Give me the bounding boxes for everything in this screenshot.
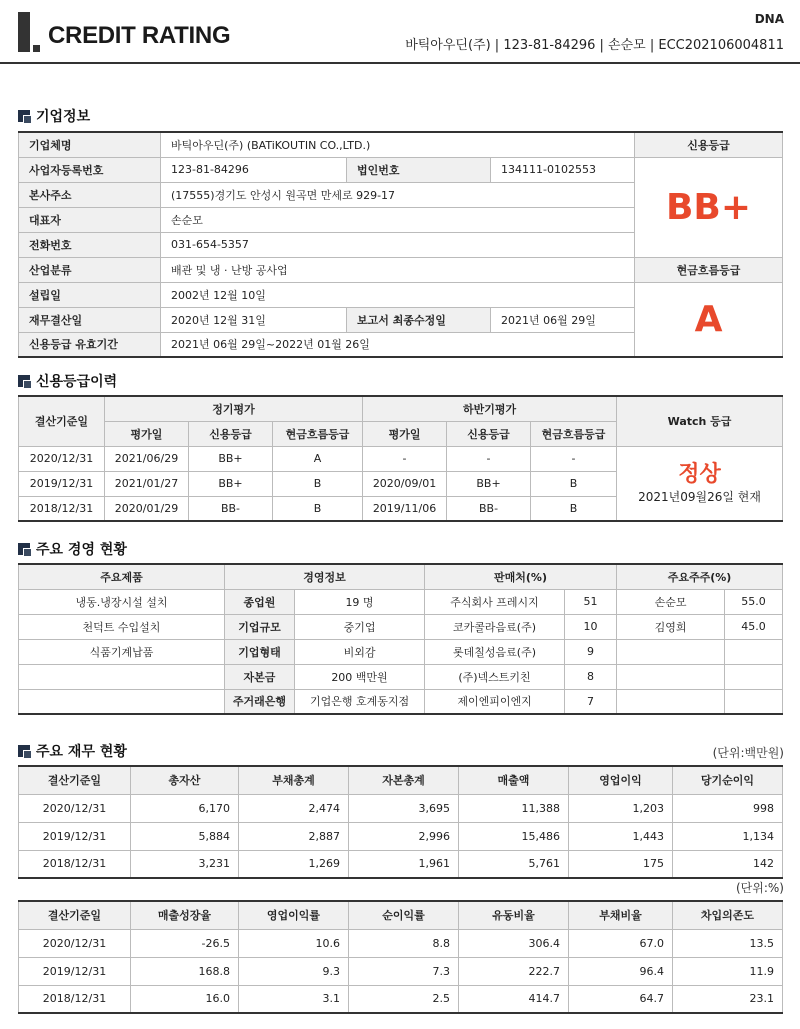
watch-status: 정상	[678, 461, 721, 487]
table-row: 천덕트 수입설치 기업규모 중기업 코카콜라음료(주) 10 김영희 45.0	[19, 614, 783, 639]
table-row: 2020/12/31 6,170 2,474 3,695 11,388 1,203 998	[19, 794, 783, 822]
section-bullet-icon	[18, 375, 30, 387]
header-mgmt-info: 경영정보	[225, 564, 425, 589]
header-regular-eval: 정기평가	[105, 396, 363, 421]
header-base-date: 결산기준일	[19, 396, 105, 446]
watch-date: 2021년09월26일 현재	[638, 489, 761, 504]
value-ceo: 손순모	[161, 207, 635, 232]
table-row: 2018/12/31 3,231 1,269 1,961 5,761 175 142	[19, 850, 783, 878]
value-company-name: 바틱아우딘(주) (BATiKOUTIN CO.,LTD.)	[161, 132, 635, 157]
company-summary: 바틱아우딘(주) | 123-81-84296 | 손순모 | ECC202106004811	[405, 38, 784, 53]
table-row: 2020/12/31 -26.5 10.6 8.8 306.4 67.0 13.5	[19, 929, 783, 957]
table-row: 2018/12/31 2020/01/29 BB- B 2019/11/06 BB- B	[19, 496, 783, 521]
table-row: 2019/12/31 168.8 9.3 7.3 222.7 96.4 11.9	[19, 957, 783, 985]
logo-bar-icon	[18, 12, 30, 52]
section-title-financial: 주요 재무 현황	[18, 741, 127, 761]
value-biz-no: 123-81-84296	[161, 157, 347, 182]
header-eval-date: 평가일	[363, 421, 447, 446]
table-row: 2019/12/31 5,884 2,887 2,996 15,486 1,443 1,134	[19, 822, 783, 850]
logo-dot-icon	[33, 45, 40, 52]
value-fiscal-end: 2020년 12월 31일	[161, 307, 347, 332]
header-sellers: 판매처(%)	[425, 564, 617, 589]
table-row: 2020/12/31 2021/06/29 BB+ A - - - 정상 2021년09월26일 현재	[19, 446, 783, 471]
label-founded: 설립일	[19, 282, 161, 307]
dna-label: DNA	[754, 12, 784, 26]
section-bullet-icon	[18, 745, 30, 757]
label-phone: 전화번호	[19, 232, 161, 257]
section-bullet-icon	[18, 543, 30, 555]
table-row: 2019/12/31 2021/01/27 BB+ B 2020/09/01 BB+ B	[19, 471, 783, 496]
logo	[18, 10, 230, 52]
value-phone: 031-654-5357	[161, 232, 635, 257]
unit-label-percent: (단위:%)	[736, 881, 784, 895]
label-industry: 산업분류	[19, 257, 161, 282]
label-fiscal-end: 재무결산일	[19, 307, 161, 332]
table-row: 주거래은행 기업은행 호계동지점 제이엔피이엔지 7	[19, 689, 783, 714]
value-report-date: 2021년 06월 29일	[491, 307, 635, 332]
label-corp-no: 법인번호	[347, 157, 491, 182]
ratio-table: 결산기준일 매출성장율 영업이익률 순이익률 유동비율 부채비율 차입의존도 2020/12/31 -26.5 10.6 8.8 306.4 67.0 13.5 2019/12/31 168.8 9.3 7.3 222.7 96.4 11.9 2018/12/31 16.0 3.1 2.5 414.7 64.7 23.1	[18, 900, 783, 1014]
header-cashflow-grade: 현금흐름등급	[273, 421, 363, 446]
header-products: 주요제품	[19, 564, 225, 589]
watch-status-cell	[617, 446, 783, 521]
table-row: 식품기계납품 기업형태 비외감 롯데칠성음료(주) 9	[19, 639, 783, 664]
label-ceo: 대표자	[19, 207, 161, 232]
section-bullet-icon	[18, 110, 30, 122]
header-eval-date: 평가일	[105, 421, 189, 446]
header-credit-grade: 신용등급	[189, 421, 273, 446]
header-watch-grade: Watch 등급	[617, 396, 783, 446]
value-corp-no: 134111-0102553	[491, 157, 635, 182]
table-row: 2018/12/31 16.0 3.1 2.5 414.7 64.7 23.1	[19, 985, 783, 1013]
header-divider	[0, 62, 800, 64]
logo-text: CREDIT RATING	[48, 22, 231, 49]
value-industry: 배관 및 냉 · 난방 공사업	[161, 257, 635, 282]
financial-table: 결산기준일 총자산 부채총계 자본총계 매출액 영업이익 당기순이익 2020/12/31 6,170 2,474 3,695 11,388 1,203 998 2019/12/31 5,884 2,887 2,996 15,486 1,443 1,134 2018/12/31 3,231 1,269 1,961 5,761 175 142	[18, 765, 783, 879]
value-validity: 2021년 06월 29일~2022년 01월 26일	[161, 332, 635, 357]
table-row: 자본금 200 백만원 (주)넥스트키친 8	[19, 664, 783, 689]
section-title-management: 주요 경영 현황	[18, 539, 127, 559]
credit-grade-value: BB+	[635, 157, 783, 257]
label-company-name: 기업체명	[19, 132, 161, 157]
label-report-date: 보고서 최종수정일	[347, 307, 491, 332]
value-address: (17555)경기도 안성시 원곡면 만세로 929-17	[161, 182, 635, 207]
company-info-table	[18, 131, 783, 358]
section-title-company-info: 기업정보	[18, 106, 90, 126]
management-table	[18, 563, 783, 715]
label-validity: 신용등급 유효기간	[19, 332, 161, 357]
label-biz-no: 사업자등록번호	[19, 157, 161, 182]
header-half-eval: 하반기평가	[363, 396, 617, 421]
header-cashflow-grade: 현금흐름등급	[531, 421, 617, 446]
credit-history-table	[18, 395, 783, 522]
unit-label-million: (단위:백만원)	[712, 746, 784, 760]
label-address: 본사주소	[19, 182, 161, 207]
header-shareholders: 주요주주(%)	[617, 564, 783, 589]
value-founded: 2002년 12월 10일	[161, 282, 635, 307]
table-row: 냉동.냉장시설 설치 종업원 19 명 주식회사 프레시지 51 손순모 55.0	[19, 589, 783, 614]
label-cashflow-grade: 현금흐름등급	[635, 257, 783, 282]
section-title-history: 신용등급이력	[18, 371, 117, 391]
cashflow-grade-value: A	[635, 282, 783, 357]
label-credit-grade: 신용등급	[635, 132, 783, 157]
header-credit-grade: 신용등급	[447, 421, 531, 446]
